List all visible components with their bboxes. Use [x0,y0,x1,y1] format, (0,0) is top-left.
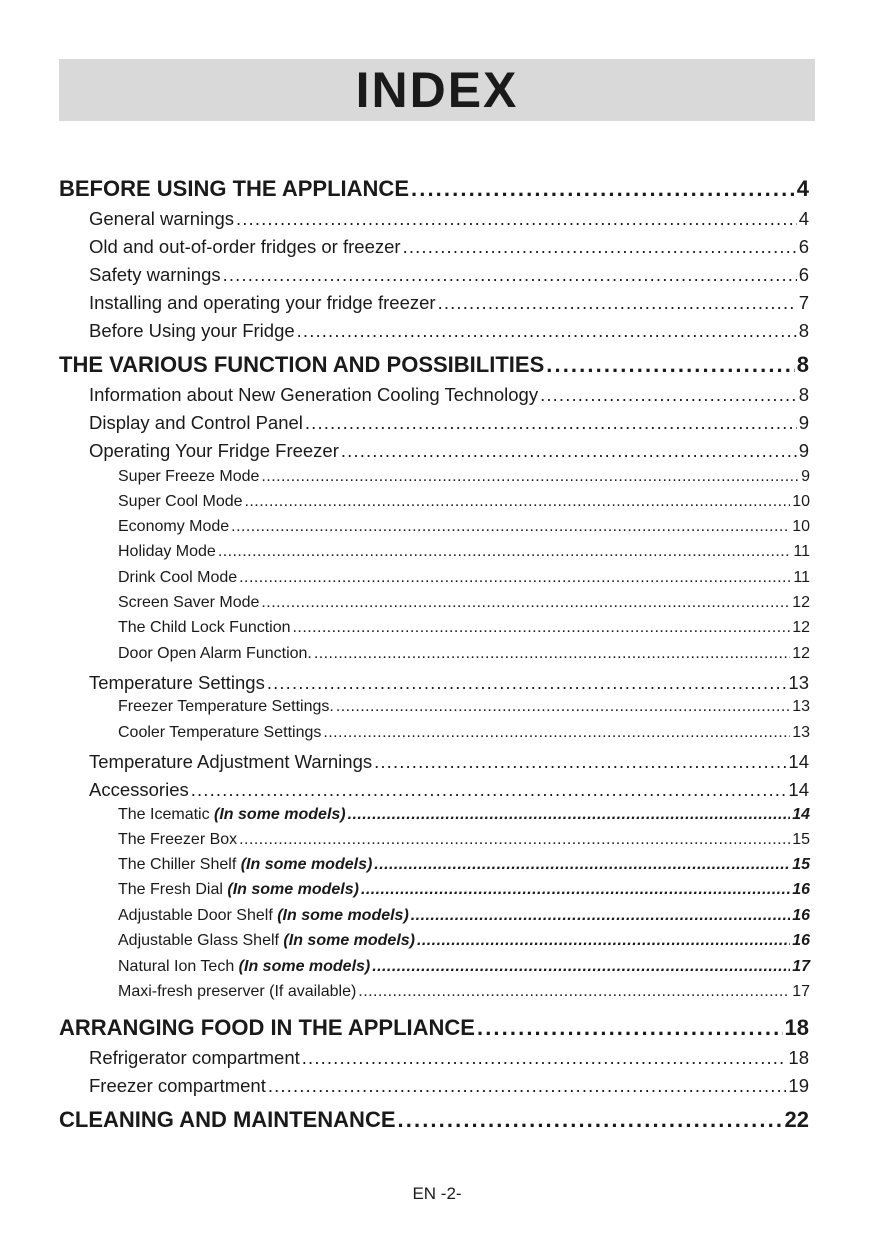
toc-entry[interactable] [118,907,810,929]
toc-entry[interactable] [118,856,810,878]
toc-entry[interactable] [89,292,809,316]
toc-entry-title: Super Freeze Mode [118,468,260,485]
dot-leader [438,292,797,314]
dot-leader [348,806,791,824]
toc-entry[interactable] [89,208,809,232]
dot-leader [336,698,790,716]
toc-entry-title: Freezer compartment [89,1075,266,1096]
toc-entry[interactable] [118,569,810,591]
toc-entry-title: Old and out-of-order fridges or freezer [89,236,401,257]
dot-leader [302,1047,787,1069]
toc-entry[interactable] [59,1107,809,1135]
dot-leader [268,1075,787,1097]
toc-entry-label [118,619,291,637]
toc-entry-label [118,468,259,486]
dot-leader [314,645,790,663]
toc-entry-page-number: 18 [784,1015,809,1040]
toc-entry-page-number: 4 [796,176,809,201]
toc-entry-label [89,672,265,694]
toc-entry-label [59,176,409,202]
toc-entry-page-number: 10 [792,518,810,535]
toc-entry-page-number: 10 [792,493,810,510]
dot-leader [546,352,795,378]
toc-entry-label [118,983,356,1001]
toc-entry-page-number: 17 [792,983,810,1000]
toc-entry[interactable] [59,176,809,204]
toc-entry-page-number: 9 [798,412,809,433]
toc-entry[interactable] [59,352,809,380]
toc-entry-label [89,208,234,230]
toc-entry-title: Holiday Mode [118,543,216,560]
toc-entry-label [118,856,372,874]
dot-leader [223,264,797,286]
toc-entry[interactable] [118,543,810,565]
toc-entry-title: THE VARIOUS FUNCTION AND POSSIBILITIES [59,352,545,377]
dot-leader [417,932,790,950]
dot-leader [239,569,791,587]
dot-leader [323,724,790,742]
toc-entry-page-number: 12 [792,619,810,636]
toc-entry-title: Information about New Generation Cooling Technology [89,384,539,405]
dot-leader [540,384,797,406]
toc-entry[interactable] [89,320,809,344]
toc-entry-page-number: 8 [798,320,809,341]
toc-entry-note: (In some models) [240,856,373,873]
toc-entry-page-number: 6 [798,236,809,257]
toc-entry-label [89,412,303,434]
dot-leader [374,751,786,773]
toc-entry-page-number: 14 [792,806,810,823]
toc-entry-page-number: 16 [792,881,810,898]
toc-entry-title: The Child Lock Function [118,619,291,636]
toc-entry-page-number: 8 [798,384,809,405]
toc-entry-label [118,958,370,976]
dot-leader [191,779,787,801]
toc-entry[interactable] [89,236,809,260]
toc-entry-title: BEFORE USING THE APPLIANCE [59,176,409,201]
toc-entry-label [89,292,436,314]
toc-entry-label [59,1015,475,1041]
toc-entry[interactable] [89,779,809,803]
toc-entry-label [118,493,243,511]
toc-entry-page-number: 19 [788,1075,809,1096]
dot-leader [261,594,790,612]
toc-entry-label [59,1107,396,1133]
toc-entry-page-number: 9 [801,468,810,485]
toc-entry-title: ARRANGING FOOD IN THE APPLIANCE [59,1015,475,1040]
dot-leader [398,1107,783,1133]
toc-entry-title: Economy Mode [118,518,230,535]
toc-entry-page-number: 14 [788,779,809,800]
toc-entry-page-number: 16 [792,907,810,924]
toc-entry-note: (In some models) [277,907,409,924]
dot-leader [361,881,790,899]
toc-entry-note: (In some models) [214,806,346,823]
toc-entry-label [118,518,229,536]
toc-entry[interactable] [89,751,809,775]
toc-entry-label [118,569,237,587]
toc-entry-label [89,264,221,286]
toc-entry[interactable] [118,493,810,515]
toc-entry-title: Adjustable Door Shelf [118,907,278,924]
toc-entry-label [118,881,359,899]
toc-entry-label [118,594,259,612]
dot-leader [245,493,791,511]
dot-leader [305,412,797,434]
toc-entry-label [118,543,216,561]
toc-entry-page-number: 12 [792,594,810,611]
toc-entry[interactable] [118,881,810,903]
toc-entry-page-number: 15 [792,856,810,873]
toc-entry-title: Refrigerator compartment [89,1047,300,1068]
toc-entry-title: Super Cool Mode [118,493,243,510]
toc-entry-title: Accessories [89,779,189,800]
toc-entry-label [118,806,346,824]
dot-leader [372,958,790,976]
dot-leader [261,468,799,486]
dot-leader [374,856,790,874]
toc-entry-page-number: 18 [788,1047,809,1068]
toc-entry-title: Door Open Alarm Function. [118,645,312,662]
toc-entry[interactable] [118,619,810,641]
toc-entry-page-number: 13 [792,724,810,741]
toc-entry[interactable] [89,672,809,696]
toc-entry-page-number: 7 [798,292,809,313]
toc-entry-title: The Freezer Box [118,831,238,848]
toc-entry-page-number: 6 [798,264,809,285]
toc-entry-note: (In some models) [227,881,359,898]
dot-leader [477,1015,783,1041]
toc-entry[interactable] [118,932,810,954]
toc-entry[interactable] [59,1015,809,1043]
toc-entry-label [118,932,415,950]
toc-entry-title: The Icematic [118,806,215,823]
page-footer: EN -2- [412,1184,462,1203]
toc-entry[interactable] [118,831,810,853]
toc-entry-page-number: 16 [792,932,810,949]
toc-entry[interactable] [118,958,810,980]
toc-entry[interactable] [89,412,809,436]
toc-entry-title: CLEANING AND MAINTENANCE [59,1107,396,1132]
toc-entry-label [89,320,295,342]
toc-entry-label [118,724,321,742]
toc-entry-label [89,751,372,773]
toc-entry-title: Freezer Temperature Settings. [118,698,334,715]
dot-leader [297,320,797,342]
toc-entry-page-number: 9 [798,440,809,461]
page-title: INDEX [355,62,519,118]
toc-entry[interactable] [118,518,810,540]
toc-entry[interactable] [118,983,810,1005]
dot-leader [267,672,787,694]
dot-leader [218,543,792,561]
toc-entry-label [118,698,334,716]
toc-entry-page-number: 22 [784,1107,809,1132]
toc-entry[interactable] [118,698,810,720]
toc-entry-title: Safety warnings [89,264,221,285]
toc-entry-label [118,831,237,849]
toc-entry[interactable] [118,645,810,667]
toc-entry-label [89,236,401,258]
dot-leader [239,831,790,849]
toc-entry-label [89,440,339,462]
dot-leader [231,518,790,536]
toc-entry-label [118,645,312,663]
dot-leader [293,619,791,637]
toc-entry-page-number: 11 [793,543,810,560]
toc-entry-label [89,1075,266,1097]
toc-entry-title: Natural Ion Tech [118,958,239,975]
toc-entry-title: Before Using your Fridge [89,320,295,341]
toc-entry-title: General warnings [89,208,234,229]
toc-entry-title: The Chiller Shelf [118,856,241,873]
toc-entry-page-number: 13 [792,698,810,715]
dot-leader [236,208,797,230]
toc-entry-note: (In some models) [283,932,415,949]
toc-entry-title: Cooler Temperature Settings [118,724,322,741]
toc-entry-page-number: 17 [792,958,810,975]
dot-leader [341,440,797,462]
toc-entry[interactable] [89,264,809,288]
toc-entry-title: Display and Control Panel [89,412,303,433]
toc-entry-page-number: 15 [792,831,810,848]
toc-entry-label [59,352,544,378]
toc-entry-title: Operating Your Fridge Freezer [89,440,339,461]
toc-entry-label [89,384,538,406]
toc-entry-page-number: 11 [793,569,810,586]
toc-entry[interactable] [89,384,809,408]
toc-entry-page-number: 13 [788,672,809,693]
toc-entry-page-number: 4 [798,208,809,229]
toc-entry-title: Temperature Adjustment Warnings [89,751,373,772]
toc-entry[interactable] [89,1047,809,1071]
toc-entry-title: Maxi-fresh preserver (If available) [118,983,357,1000]
toc-entry[interactable] [118,724,810,746]
toc-entry-note: (In some models) [238,958,371,975]
toc-entry-title: Installing and operating your fridge freezer [89,292,436,313]
toc-entry-label [118,907,409,925]
toc-entry[interactable] [89,440,809,464]
dot-leader [358,983,790,1001]
toc-entry-label [89,1047,300,1069]
toc-entry-title: Screen Saver Mode [118,594,260,611]
toc-entry[interactable] [89,1075,809,1099]
toc-entry[interactable] [118,806,810,828]
dot-leader [411,907,790,925]
toc-entry-title: Drink Cool Mode [118,569,238,586]
dot-leader [403,236,797,258]
toc-entry-title: Temperature Settings [89,672,265,693]
toc-entry[interactable] [118,468,810,490]
toc-entry-label [89,779,189,801]
toc-entry-page-number: 14 [788,751,809,772]
dot-leader [411,176,795,202]
toc-entry-title: Adjustable Glass Shelf [118,932,284,949]
toc-entry-title: The Fresh Dial [118,881,228,898]
toc-entry-page-number: 12 [792,645,810,662]
toc-entry-page-number: 8 [796,352,809,377]
toc-entry[interactable] [118,594,810,616]
